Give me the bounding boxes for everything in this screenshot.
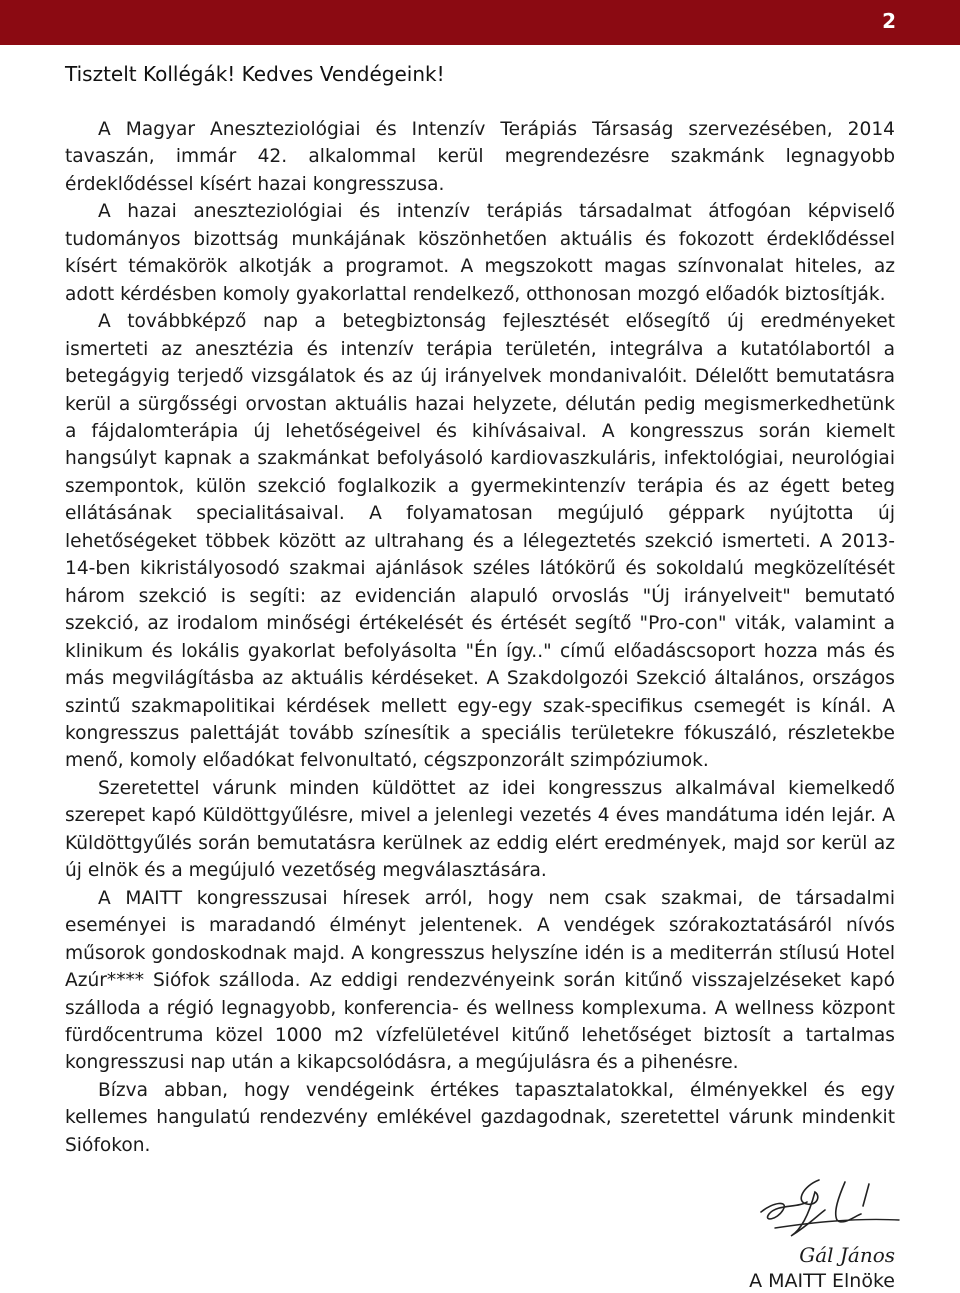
paragraph-assembly: Szeretettel várunk minden küldöttet az idei kongresszus alkalmával kiemelkedő szerepet kapó Küldöttgyűlésre, mivel a jelenlegi vezetés 4 éves mandátuma idén lejár. A Küldöttgyűlés során bemutatásra kerülnek az eddig elért eredmények, majd sor kerül az új elnök és a megújuló vezetőség megválasztására. bbox=[65, 777, 895, 882]
paragraph-venue: A MAITT kongresszusai híresek arról, hogy nem csak szakmai, de társadalmi eseményei is maradandó élményt jelentenek. A vendégek szórakoztatásáról nívós műsorok gondoskodnak majd. A kongresszus helyszíne idén is a mediterrán stílusú Hotel Azúr**** Siófok szálloda. Az eddigi rendezvényeink során kitűnő visszajelzéseket kapó szálloda a régió legnagyobb, konferencia- és wellness komplexuma. A wellness központ fürdőcentruma közel 1000 m2 vízfelületével kitűnő lehetőséget biztosít a tartalmas kongresszusi nap után a kikapcsolódásra, a megújulásra és a pihenésre. bbox=[65, 887, 895, 1074]
signature-name: Gál János bbox=[799, 1243, 895, 1267]
signature-block bbox=[695, 1170, 895, 1290]
header-bar bbox=[0, 0, 960, 45]
letter-greeting: Tisztelt Kollégák! Kedves Vendégeink! bbox=[65, 62, 445, 86]
signature-title: A MAITT Elnöke bbox=[749, 1270, 895, 1292]
letter-body bbox=[65, 116, 895, 1159]
handwritten-signature bbox=[755, 1172, 905, 1244]
paragraph-committee: A hazai aneszteziológiai és intenzív terápiás társadalmat átfogóan képviselő tudományos bizottság munkájának köszönhetően aktuális és fokozott érdeklődéssel kísért témakörök alkotják a programot. A megszokott magas színvonalat hiteles, az adott kérdésben komoly gyakorlattal rendelkező, otthonosan mozgó előadók biztosítják. bbox=[65, 201, 895, 305]
page-number: 2 bbox=[882, 9, 896, 33]
paragraph-program: A továbbképző nap a betegbiztonság fejlesztését elősegítő új eredményeket ismerteti az anesztézia és intenzív terápia területén, integrálva a kutatólabortól a betegágyig terjedő vizsgálatok és az új irányelvek mondanivalóit. Délelőtt bemutatásra kerül a sürgősségi orvostan aktuális hazai helyzete, délután pedig megismerkedhetünk a fájdalomterápia új lehetőségeivel és kihívásaival. A kongresszus során kiemelt hangsúlyt kapnak a szakmánkat befolyásoló kardiovaszkuláris, infektológiai, neurológiai szempontok, külön szekció foglalkozik a gyermekintenzív terápia és az égett beteg ellátásának specialitásaival. A folyamatosan megújuló géppark nyújtotta új lehetőségeket többek között az ultrahang és a lélegeztetés szekció ismerteti. A 2013-14-ben kikristályosodó szakmai ajánlások széles látókörű és sokoldalú megközelítését három szekció is segíti: az evidencián alapuló orvoslás "Új irányelveit" bemutató szekció, az irodalom minőségi értékelését és értését segítő "Pro-con" viták, valamint a klinikum és lokális gyakorlat befolyásolta "Én így.." című előadáscsoport hozza más és más megvilágításba az aktuális kérdéseket. A Szakdolgozói Szekció általános, országos szintű szakmapolitikai kérdések mellett egy-egy szak-specifikus csemegét is kínál. A kongresszus palettáját tovább színesítik a speciális területekre fókuszáló, részletekbe menő, komoly előadókat felvonultató, cégszponzorált szimpóziumok. bbox=[65, 311, 895, 772]
paragraph-intro: A Magyar Aneszteziológiai és Intenzív Terápiás Társaság szervezésében, 2014 tavaszán, immár 42. alkalommal kerül megrendezésre szakmánk legnagyobb érdeklődéssel kísért hazai kongresszusa. bbox=[65, 119, 895, 195]
paragraph-closing: Bízva abban, hogy vendégeink értékes tapasztalatokkal, élményekkel és egy kellemes hangulatú rendezvény emlékével gazdagodnak, szeretettel várunk mindenkit Siófokon. bbox=[65, 1079, 895, 1156]
